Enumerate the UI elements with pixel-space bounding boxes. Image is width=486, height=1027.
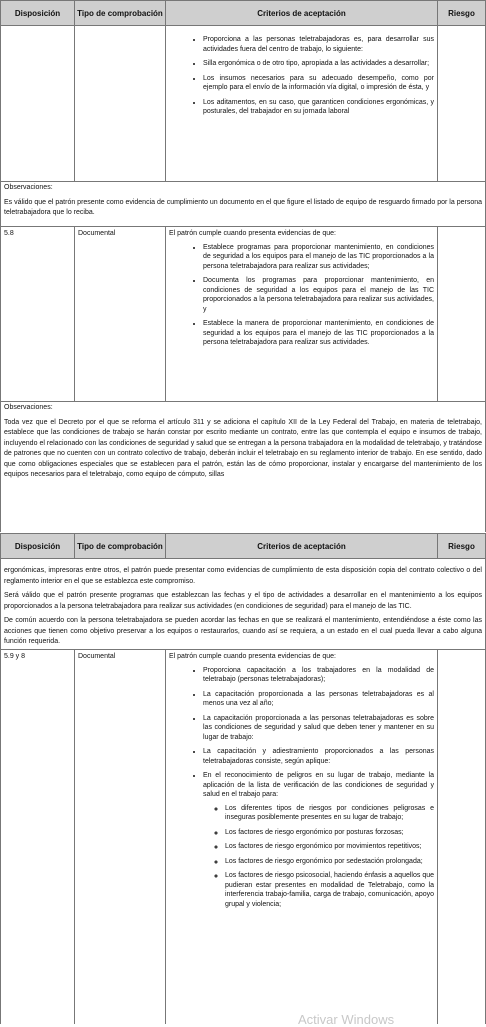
criteria-sublist [203,804,434,910]
table-row [0,25,486,182]
list-item: • Proporciona a las personas teletrabajadoras es, para desarrollar sus actividades fuera del centro de trabajo, lo siguiente: [203,35,434,54]
table-row [0,649,486,1024]
list-item: • Establece la manera de proporcionar mantenimiento, en condiciones de seguridad a los equipos para el manejo de las TIC proporcionados a la persona teletrabajadora para realizar sus actividades. [203,319,434,348]
disposicion-cell: 5.9 y 8 [1,650,75,1024]
observations-label: Observaciones: [4,404,53,411]
table-header-2 [0,533,486,559]
table-row [0,226,486,402]
header-riesgo: Riesgo [448,541,475,551]
sub-list-item: ◦ Los factores de riesgo ergonómico por movimientos repetitivos; [225,842,434,852]
observations-2 [0,402,486,532]
header-tipo: Tipo de comprobación [75,534,166,558]
sub-list-item: ◦ Los diferentes tipos de riesgos por condiciones peligrosas e inseguras posiblemente presentes en su lugar de trabajo; [225,804,434,823]
header-criterios: Criterios de aceptación [166,534,438,558]
observations-text: Toda vez que el Decreto por el que se reforma el artículo 311 y se adiciona el capítulo XII de la Ley Federal del Trabajo, en materia de teletrabajo, establece que las condiciones de trabajo se harán constar por escrito mediante un contrato, entre las que contempla el equipo e insumos de trabajo, incluyendo el relacionado con las condiciones de seguridad y salud que se entregan a la persona trabajadora en la modalidad de teletrabajo, y tratándose de patrones que no cuenten con un contrato colectivo de trabajo, deberán incluir el teletrabajo en su reglamento interior de trabajo. En ese sentido, dado que como obligaciones especiales que se establecen para el patrón, están las de cómo proporcionar, instalar y encargarse del mantenimiento de los equipos necesarios para el teletrabajo, como equipo de cómputo, sillas [4,418,482,478]
header-criterios: Criterios de aceptación [166,1,438,25]
tipo-cell: Documental [75,227,166,401]
observations-continued [0,559,486,650]
list-item: • Documenta los programas para proporcionar mantenimiento, en condiciones de seguridad a los equipos para el manejo de las TIC proporcionados a la persona teletrabajadora para realizar sus actividades, y [203,276,434,314]
list-item: • Los insumos necesarios para su adecuado desempeño, como por ejemplo para el envío de la información vía digital, o impresión de ésta, y [203,74,434,93]
criteria-list [169,35,434,117]
criteria-list [169,243,434,348]
criteria-list [169,666,434,910]
criteria-intro: El patrón cumple cuando presenta evidencias de que: [169,230,336,237]
list-item: • La capacitación proporcionada a las personas teletrabajadoras es al menos una vez al año; [203,690,434,709]
list-item: • Proporciona capacitación a los trabajadores en la modalidad de teletrabajo (personas teletrabajadoras); [203,666,434,685]
activation-watermark: Activar Windows [298,1012,395,1027]
list-item: • La capacitación y adiestramiento proporcionados a las personas teletrabajadoras consiste, según aplique: [203,747,434,766]
header-tipo: Tipo de comprobación [75,1,166,25]
list-item: • Los aditamentos, en su caso, que garanticen condiciones ergonómicas, y posturales, del trabajador en su jornada laboral [203,98,434,117]
list-item: • Establece programas para proporcionar mantenimiento, en condiciones de seguridad a los equipos para el manejo de las TIC proporcionados a la persona teletrabajadora para realizar sus actividades; [203,243,434,272]
sub-list-item: ◦ Los factores de riesgo ergonómico por sedestación prolongada; [225,857,434,867]
table-header-1 [0,0,486,26]
paragraph: ergonómicas, impresoras entre otros, el patrón puede presentar como evidencias de cumplimiento de esta disposición copia del contrato colectivo o del reglamento interior en el que se establezca este compromiso. [4,567,482,585]
header-disposicion: Disposición [1,534,75,558]
paragraph: Será válido que el patrón presente programas que establezcan las fechas y el tipo de actividades a desarrollar en el mantenimiento a los equipos proporcionados a la persona teletrabajadora para realizar sus actividades (en condiciones de seguridad) para el manejo de las TIC. [4,592,482,610]
observations-label: Observaciones: [4,184,53,191]
sub-list-item: ◦ Los factores de riesgo ergonómico por posturas forzosas; [225,828,434,838]
observations-text: Es válido que el patrón presente como evidencia de cumplimiento un documento en el que figure el listado de equipo de resguardo firmado por la persona teletrabajadora que lo reciba. [4,198,482,216]
observations-1 [0,182,486,227]
disposicion-cell: 5.8 [1,227,75,401]
list-item-text: En el reconocimiento de peligros en su lugar de trabajo, mediante la aplicación de la lista de verificación de las condiciones de seguridad y salud en el trabajo para: [203,772,434,798]
header-riesgo: Riesgo [448,8,475,18]
list-item [203,771,434,909]
criteria-intro: El patrón cumple cuando presenta evidencias de que: [169,653,336,660]
sub-list-item: ◦ Los factores de riesgo psicosocial, haciendo énfasis a aquellos que pudieran estar presentes en modalidad de Teletrabajo, como la interferencia trabajo-familia, carga de trabajo, comunicación, apoyo grupal y violencia; [225,871,434,909]
paragraph: De común acuerdo con la persona teletrabajadora se pueden acordar las fechas en que se realizará el mantenimiento, entendiéndose a éste como las acciones que tienen como objetivo preservar a los equipos o restaurarlos, cuando así se requiera, a un estado en el cual pueda llevar a cabo alguna función requerida. [4,617,482,645]
list-item: • La capacitación proporcionada a las personas teletrabajadoras es sobre las condiciones de seguridad y salud que deben tener y mantener en su lugar de trabajo: [203,714,434,743]
list-item: • Silla ergonómica o de otro tipo, apropiada a las actividades a desarrollar; [203,59,434,69]
header-disposicion: Disposición [1,1,75,25]
tipo-cell: Documental [75,650,166,1024]
